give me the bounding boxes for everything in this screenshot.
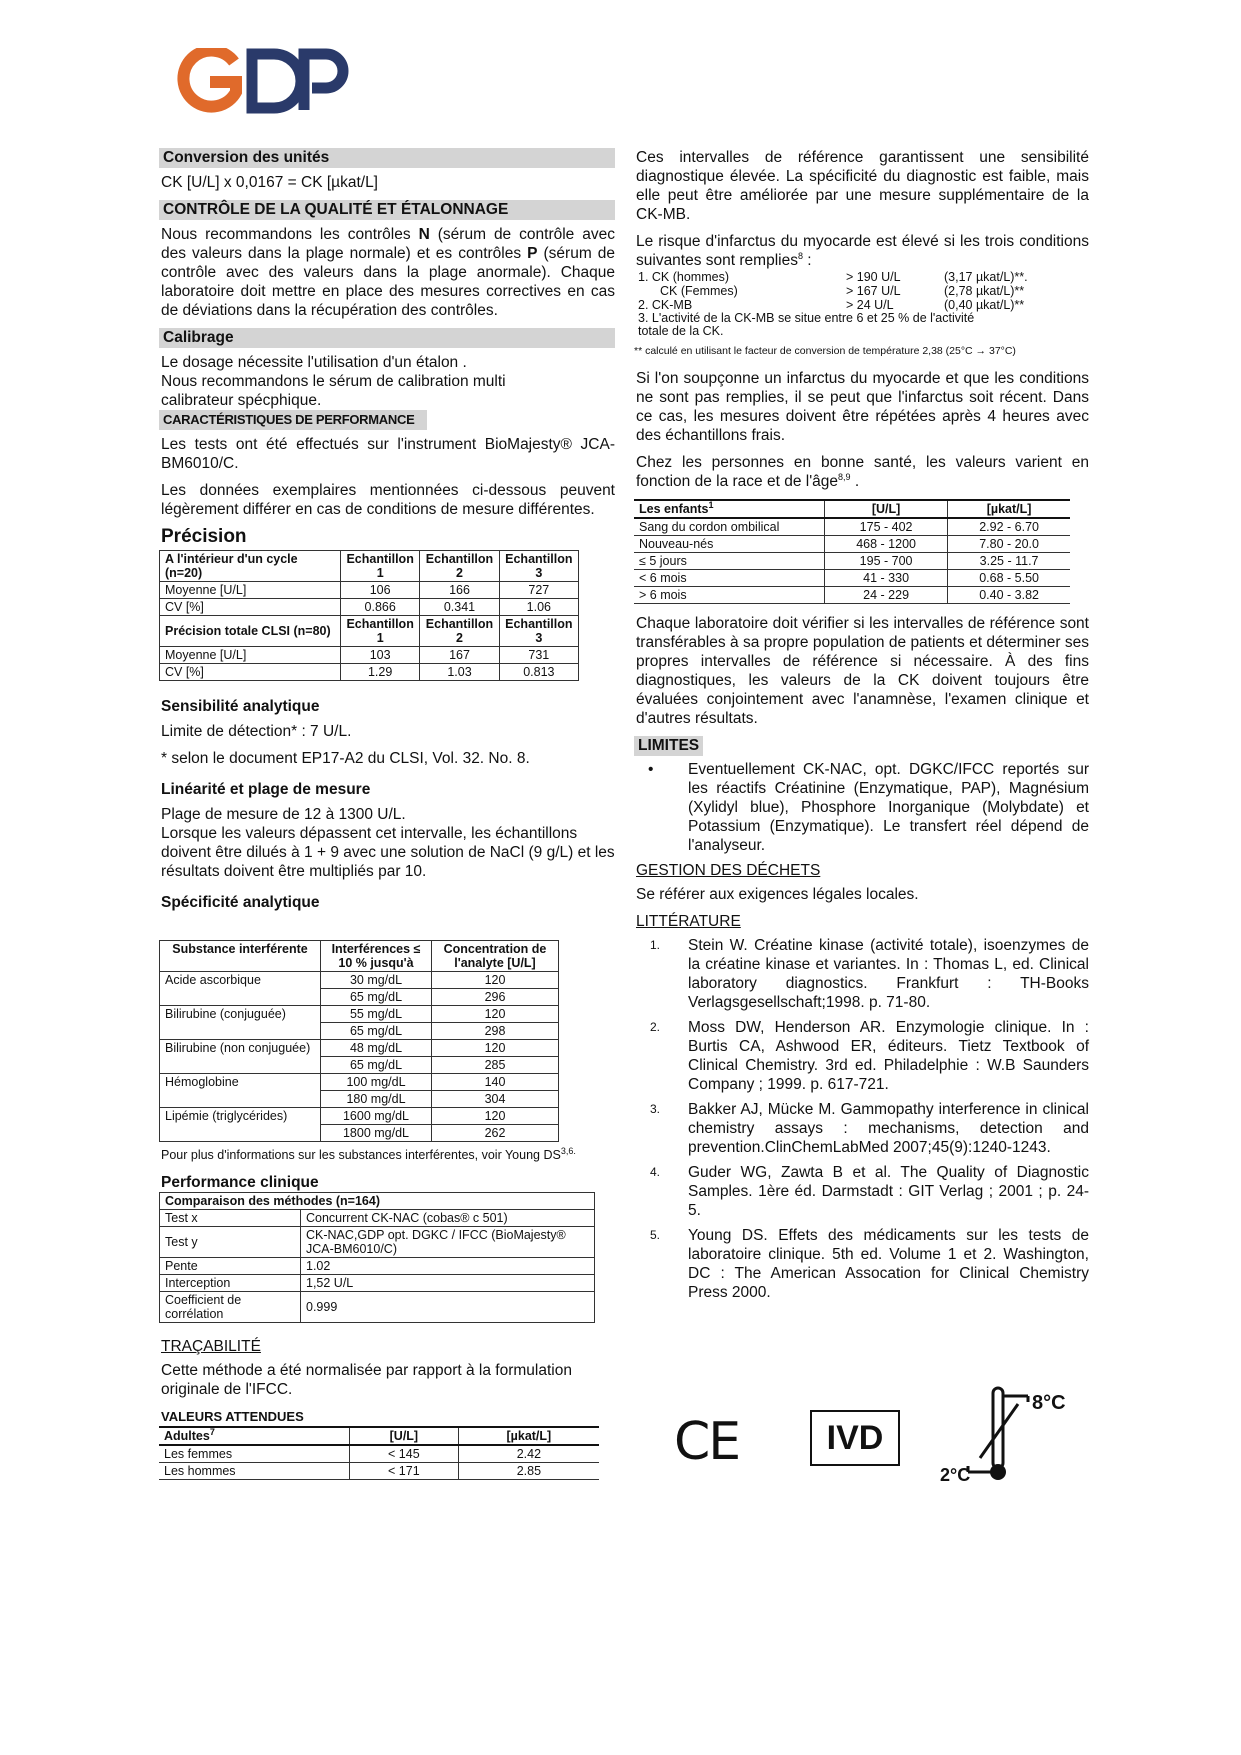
conversion-formula: CK [U/L] x 0,0167 = CK [µkat/L]	[161, 174, 378, 191]
conversion-heading: Conversion des unités	[159, 148, 615, 168]
precision-row: Moyenne [U/L] 103 167 731	[160, 647, 579, 664]
sensibilite-line2: * selon le document EP17-A2 du CLSI, Vol. 32. No. 8.	[161, 750, 530, 767]
sensibilite-heading: Sensibilité analytique	[161, 698, 320, 715]
specificite-row: Lipémie (triglycérides) 1600 mg/dL 120	[160, 1108, 559, 1125]
condition-row: CK (Femmes) > 167 U/L (2,78 µkat/L)**	[660, 284, 1025, 298]
perf-p1: Les tests ont été effectués sur l'instrument BioMajesty® JCA-BM6010/C.	[161, 436, 615, 472]
linearite-heading: Linéarité et plage de mesure	[161, 781, 371, 798]
reference-item: 1. Stein W. Créatine kinase (activité totale), isoenzymes de la créatine kinase et variantes. In : Thomas L, ed. Clinical laboratory diagnostics. Frankfurt : TH-Books Verlagsgesellschaft;1998. p. 71-80.	[650, 937, 1089, 1011]
specificite-note: Pour plus d'informations sur les substances interférentes, voir Young $DS^{3,6.}$	[161, 1145, 576, 1162]
calibrage-line1: Le dosage nécessite l'utilisation d'un étalon .	[161, 354, 467, 371]
tracabilite-text: Cette méthode a été normalisée par rapport à la formulation originale de l'IFCC.	[161, 1362, 572, 1398]
clinique-heading: Performance clinique	[161, 1174, 319, 1191]
enfants-row: < 6 mois 41 - 330 0.68 - 5.50	[634, 570, 1070, 587]
tracabilite-heading: TRAÇABILITÉ	[161, 1338, 261, 1355]
limites-bullet: • Eventuellement CK-NAC, opt. DGKC/IFCC reportés sur les réactifs Créatinine (Enzymatique, PAP), Magnésium (Xylidyl blue), Phosphore Inorganique (Molybdate) et Potassium (Enzymatique). Le transfert réel dépend de l'analyseur.	[648, 761, 1089, 854]
specificite-row: Bilirubine (conjuguée) 55 mg/dL 120	[160, 1006, 559, 1023]
linearite-line1: Plage de mesure de 12 à 1300 U/L.	[161, 806, 406, 823]
specificite-row: 180 mg/dL 304	[160, 1091, 559, 1108]
clinique-row: Test y CK-NAC,GDP opt. DGKC / IFCC (BioMajesty® JCA-BM6010/C)	[160, 1227, 595, 1258]
lab-verify-text: Chaque laboratoire doit vérifier si les intervalles de référence sont transférables à sa propre population de patients et déterminer ses propres intervalles de référence si nécessaire. À des fins diagnostiques, les valeurs de la CK doivent toujours être évaluées conjointement avec l'anamnèse, l'examen clinique et d'autres résultats.	[636, 615, 1089, 727]
conversion-footnote: ** calculé en utilisant le facteur de conversion de température 2,38 (25°C → 37°C)	[634, 345, 1016, 357]
conditions-table	[634, 270, 1032, 312]
specificite-heading: Spécificité analytique	[161, 894, 320, 911]
thermometer-icon	[940, 1382, 1080, 1492]
reference-item: 5. Young DS. Effets des médicaments sur les tests de laboratoire clinique. 5th ed. Volume 1 et 2. Washington, DC : The American Assocation for Clinical Chemistry Press 2000.	[650, 1227, 1089, 1301]
valeurs-h1: Adultes$^7$	[159, 1427, 350, 1445]
precision-table: A l'intérieur d'un cycle (n=20) Echantillon 1 Echantillon 2 Echantillon 3 Moyenne [U/L] 106 166 727 CV [%] 0.866 0.341 1.06 Précision totale CLSI (n=80) Echantillon 1 Echantillon 2 Echantillon 3 Moyenne [U/L] 103 167 731 CV [%] 1.29 1.03 0.813	[159, 550, 579, 681]
valeurs-heading: VALEURS ATTENDUES	[161, 1409, 304, 1424]
reference-list	[634, 936, 1089, 1302]
condition-row: 2. CK-MB > 24 U/L (0,40 µkat/L)**	[638, 298, 1025, 312]
reference-item: 4. Guder WG, Zawta B et al. The Quality of Diagnostic Samples. 1ère éd. Darmstadt : GIT Verlag ; 2001 ; p. 24-5.	[650, 1164, 1089, 1219]
specificite-row: Bilirubine (non conjuguée) 48 mg/dL 120	[160, 1040, 559, 1057]
ivd-symbol: IVD	[810, 1410, 900, 1466]
specificite-row: 1800 mg/dL 262	[160, 1125, 559, 1142]
clinique-row: Coefficient de corrélation 0.999	[160, 1292, 595, 1323]
specificite-row: 65 mg/dL 285	[160, 1057, 559, 1074]
specificite-row: 65 mg/dL 296	[160, 989, 559, 1006]
condition-3: 3. L'activité de la CK-MB se situe entre 6 et 25 % de l'activité totale de la CK.	[638, 311, 975, 338]
enfants-table: Les enfants$^1$ [U/L] [µkat/L] Sang du cordon ombilical 175 - 402 2.92 - 6.70 Nouveau-nés 468 - 1200 7.80 - 20.0 ≤ 5 jours 195 - 700 3.25 - 11.7 < 6 mois 41 - 330 0.68 - 5.50 > 6 mois 24 - 229 0.40 - 3.82	[634, 499, 1070, 604]
specificite-table: Substance interférente Interférences ≤ 10 % jusqu'à Concentration de l'analyte [U/L] Acide ascorbique 30 mg/dL 120 65 mg/dL 296 Bilirubine (conjuguée) 55 mg/dL 120 65 mg/dL 298 Bilirubine (non conjuguée) 48 mg/dL 120 65 mg/dL 285 Hémoglobine 100 mg/dL 140 180 mg/dL 304 Lipémie (triglycérides) 1600 mg/dL 120 1800 mg/dL 262	[159, 940, 559, 1142]
clinique-row: Test x Concurrent CK-NAC (cobas® c 501)	[160, 1210, 595, 1227]
precision-row: Moyenne [U/L] 106 166 727	[160, 582, 579, 599]
linearite-line2: Lorsque les valeurs dépassent cet intervalle, les échantillons doivent être dilués à 1 + 9 avec une solution de NaCl (9 g/L) et les résultats doivent être multipliés par 10.	[161, 825, 615, 880]
litterature-heading: LITTÉRATURE	[636, 913, 741, 930]
perf-p2: Les données exemplaires mentionnées ci-dessous peuvent légèrement différer en cas de conditions de mesure différentes.	[161, 482, 615, 518]
dechets-heading: GESTION DES DÉCHETS	[636, 862, 821, 879]
enfants-row: > 6 mois 24 - 229 0.40 - 3.82	[634, 587, 1070, 604]
precision-row: CV [%] 1.29 1.03 0.813	[160, 664, 579, 681]
valeurs-row: Les femmes < 145 2.42	[159, 1445, 599, 1463]
suspicion-text: Si l'on soupçonne un infarctus du myocarde et que les conditions ne sont pas remplies, il se peut que l'infarctus soit récent. Dans ce cas, les mesures doivent être répétées après 4 heures avec des échantillons frais.	[636, 370, 1089, 444]
qc-text: Nous recommandons les contrôles N (sérum de contrôle avec des valeurs dans la plage normale) et es contrôles P (sérum de contrôle avec des valeurs dans la plage anormale). Chaque laboratoire doit mettre en place des mesures correctives en cas de déviations dans la récupération des contrôles.	[161, 226, 616, 319]
temp-high-label: 8°C	[1032, 1392, 1066, 1414]
valeurs-table: Adultes$^7$ [U/L] [µkat/L] Les femmes < 145 2.42 Les hommes < 171 2.85	[159, 1426, 599, 1480]
clinique-table: Comparaison des méthodes (n=164) Test x Concurrent CK-NAC (cobas® c 501) Test y CK-NAC,GDP opt. DGKC / IFCC (BioMajesty® JCA-BM6010/C) Pente 1.02 Interception 1,52 U/L Coefficient de corrélation 0.999	[159, 1192, 595, 1323]
reference-item: 3. Bakker AJ, Mücke M. Gammopathy interference in clinical chemistry assays : mechanisms, detection and prevention.ClinChemLabMed 2007;45(9):1240-1243.	[650, 1101, 1089, 1156]
reference-item: 2. Moss DW, Henderson AR. Enzymologie clinique. In : Burtis CA, Ashwood ER, éditeurs. Tietz Textbook of Clinical Chemistry. 3rd ed. Philadelphie : W.B Saunders Company ; 1999. p. 617-721.	[650, 1019, 1089, 1093]
enfants-h1: Les enfants$^1$	[634, 500, 825, 518]
specificite-row: Hémoglobine 100 mg/dL 140	[160, 1074, 559, 1091]
calibrage-heading: Calibrage	[159, 328, 615, 348]
healthy-text: Chez les personnes en bonne santé, les valeurs varient en fonction de la race et de l'âge$^{8,9}$ .	[636, 454, 1089, 490]
clinique-row: Interception 1,52 U/L	[160, 1275, 595, 1292]
clinique-row: Pente 1.02	[160, 1258, 595, 1275]
infarctus-text: Le risque d'infarctus du myocarde est élevé si les trois conditions suivantes sont remplies$^8$ :	[636, 233, 1089, 269]
condition-row: 1. CK (hommes) > 190 U/L (3,17 µkat/L)**.	[638, 270, 1028, 284]
enfants-row: Nouveau-nés 468 - 1200 7.80 - 20.0	[634, 536, 1070, 553]
enfants-row: Sang du cordon ombilical 175 - 402 2.92 - 6.70	[634, 518, 1070, 536]
calibrage-line2: Nous recommandons le sérum de calibration multi calibrateur spécphique.	[161, 373, 506, 409]
left-column	[159, 148, 615, 1480]
qc-heading: CONTRÔLE DE LA QUALITÉ ET ÉTALONNAGE	[159, 200, 615, 220]
specificite-row: Acide ascorbique 30 mg/dL 120	[160, 972, 559, 989]
right-column	[634, 148, 1089, 1308]
specificite-row: 65 mg/dL 298	[160, 1023, 559, 1040]
sensibilite-line1: Limite de détection* : 7 U/L.	[161, 723, 352, 740]
enfants-row: ≤ 5 jours 195 - 700 3.25 - 11.7	[634, 553, 1070, 570]
dechets-text: Se référer aux exigences légales locales.	[636, 886, 919, 903]
perf-heading: CARACTÉRISTIQUES DE PERFORMANCE	[159, 410, 427, 430]
valeurs-row: Les hommes < 171 2.85	[159, 1463, 599, 1480]
limites-heading: LIMITES	[634, 736, 703, 756]
temp-low-label: 2°C	[940, 1465, 971, 1485]
precision-heading: Précision	[161, 526, 247, 547]
intervals-text: Ces intervalles de référence garantissent une sensibilité diagnostique élevée. La spécificité du diagnostic est faible, mais elle peut être améliorée par une mesure supplémentaire de la CK-MB.	[636, 149, 1089, 223]
ce-mark: CE	[674, 1412, 740, 1472]
precision-row: CV [%] 0.866 0.341 1.06	[160, 599, 579, 616]
gdp-logo	[176, 48, 366, 114]
